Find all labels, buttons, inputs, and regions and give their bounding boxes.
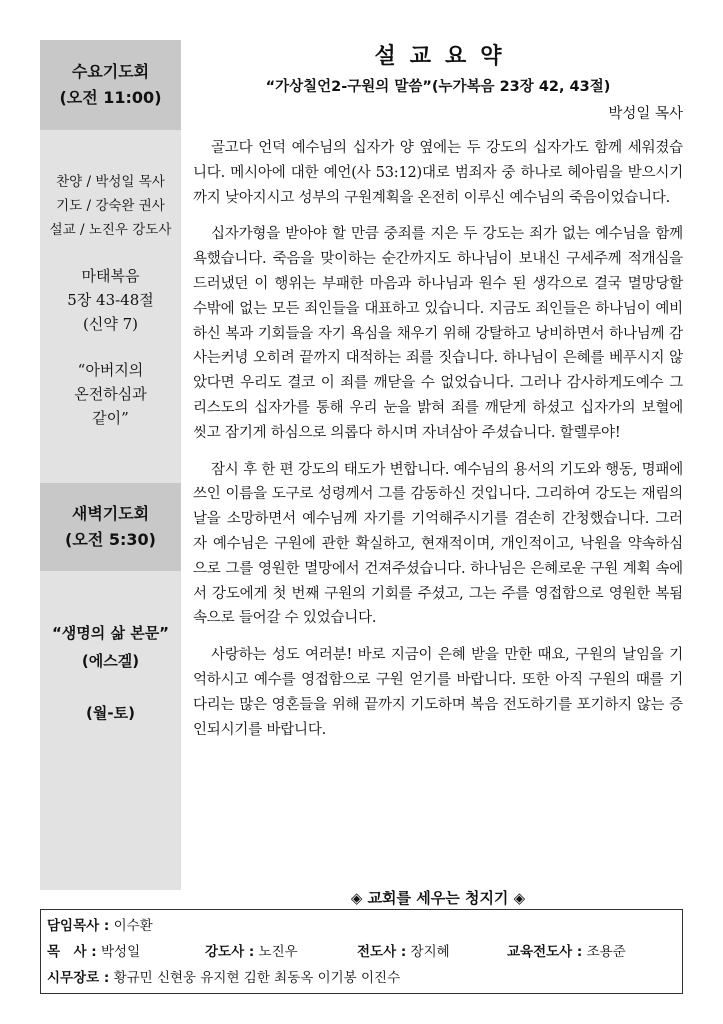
sermon-paragraph-1: 골고다 언덕 예수님의 십자가 양 옆에는 두 강도의 십자가도 함께 세워졌습니다. 메시아에 대한 예언(사 53:12)대로 범죄자 중 하나로 헤아림을 받으시기까지 낮아지시고 성부의 구원계획을 온전히 이루신 예수님의 죽음이었습니다.	[193, 140, 683, 206]
staff-row-elders	[47, 965, 676, 991]
staff-row-ministers	[47, 939, 676, 965]
sermon-title-line3: 같이”	[92, 409, 129, 427]
missionary-label: 전도사 :	[357, 944, 407, 960]
dawn-prayer-info	[40, 571, 181, 890]
sermon-summary	[193, 40, 683, 754]
sermon-title-line1: “아버지의	[77, 361, 144, 379]
scripture-page: (신약 7)	[83, 315, 138, 333]
evangelist-label: 강도사 :	[205, 944, 255, 960]
sermon-paragraph-3: 잠시 후 한 편 강도의 태도가 변합니다. 예수님의 용서의 기도와 행동, 명패에 쓰인 이름을 도구로 성령께서 그를 감동하신 것입니다. 그리하여 강도는 재림의 날을 소망하면서 예수님께 자기를 기억해주시기를 겸손히 간청했습니다. 그러자 예수님은 구원에 관한 확실하고, 현재적이며, 개인적이고, 낙원을 약속하심으로 그를 영원한 멸망에서 건져주셨습니다. 하나님은 은혜로운 구원 계획 속에서 강도에게 첫 번째 구원의 기회를 주셨고, 그는 주를 영접함으로 영원한 복됨 속으로 들어갈 수 있었습니다.	[193, 461, 683, 627]
evangelist-name: 노진우	[258, 944, 298, 960]
sermon-heading: 설교요약	[374, 44, 516, 69]
pastor-label: 목 사 :	[47, 944, 97, 960]
dawn-prayer-title: 새벽기도회	[71, 504, 150, 523]
sermon-title-line2: 온전하심과	[74, 385, 147, 403]
staff-row-senior	[47, 913, 676, 939]
staff-box	[40, 909, 683, 994]
sidebar	[40, 40, 181, 890]
elders-label: 시무장로 :	[47, 970, 110, 986]
wednesday-prayer-header	[40, 40, 181, 130]
role-sermon: 설교 / 노진우 강도사	[49, 222, 172, 238]
scripture-verses: 5장 43-48절	[67, 291, 154, 309]
edu-missionary-label: 교육전도사 :	[507, 944, 583, 960]
wednesday-prayer-title: 수요기도회	[71, 62, 150, 81]
missionary-name: 장지혜	[410, 944, 450, 960]
dawn-text-line2: (에스겔)	[81, 652, 140, 670]
dawn-text-line1: “생명의 삶 본문”	[51, 624, 170, 642]
wednesday-service-info	[40, 130, 181, 483]
sermon-subtitle: “가상칠언2-구원의 말씀”(누가복음 23장 42, 43절)	[265, 79, 611, 95]
wednesday-prayer-time: (오전 11:00)	[59, 88, 162, 107]
scripture-book: 마태복음	[81, 267, 140, 285]
role-prayer: 기도 / 강숙완 권사	[56, 198, 165, 214]
dawn-prayer-header	[40, 483, 181, 571]
sermon-paragraph-4: 사랑하는 성도 여러분! 바로 지금이 은혜 받을 만한 때요, 구원의 날임을 기억하시고 예수를 영접함으로 구원 얻기를 바랍니다. 또한 아직 구원의 때를 기다리는 많은 영혼들을 위해 끝까지 기도하며 복음 전도하기를 포기하지 않는 증인되시기를 바랍니다.	[193, 647, 683, 738]
sermon-paragraph-2: 십자가형을 받아야 할 만큼 중죄를 지은 두 강도는 죄가 없는 예수님을 함께 욕했습니다. 죽음을 맞이하는 순간까지도 하나님이 보내신 구세주께 적개심을 드러냈던 이 행위는 부패한 마음과 하나님과 원수 된 생각으로 결국 멸망당할 수밖에 없는 모든 죄인들을 대표하고 있습니다. 지금도 죄인들은 하나님이 예비하신 복과 기회들을 자기 욕심을 채우기 위해 강탈하고 낭비하면서 하나님께 감사는커녕 오히려 끝까지 대적하는 죄를 짓습니다. 하나님이 은혜를 베푸시지 않았다면 우리도 결코 이 죄를 깨닫을 수 없었습니다. 그러나 감사하게도예수 그리스도의 십자가를 통해 우리 눈을 밝혀 죄를 깨닫게 하셨고 십자가의 보혈에 씻고 잠기게 하심으로 의롭다 하시며 자녀삼아 주셨습니다. 할렐루야!	[193, 226, 683, 441]
dawn-text-line3: (월-토)	[86, 704, 135, 722]
senior-pastor-label: 담임목사 :	[47, 918, 110, 934]
pastor-name: 박성일	[100, 944, 141, 960]
sermon-preacher: 박성일 목사	[608, 106, 683, 122]
church-motto: ◈ 교회를 세우는 청지기 ◈	[350, 889, 526, 907]
role-praise: 찬양 / 박성일 목사	[56, 174, 165, 190]
senior-pastor-name: 이수환	[113, 918, 153, 934]
dawn-prayer-time: (오전 5:30)	[65, 530, 156, 549]
elders-names: 황규민 신현웅 유지현 김한 최동옥 이기봉 이진수	[113, 970, 401, 986]
edu-missionary-name: 조용준	[586, 944, 626, 960]
